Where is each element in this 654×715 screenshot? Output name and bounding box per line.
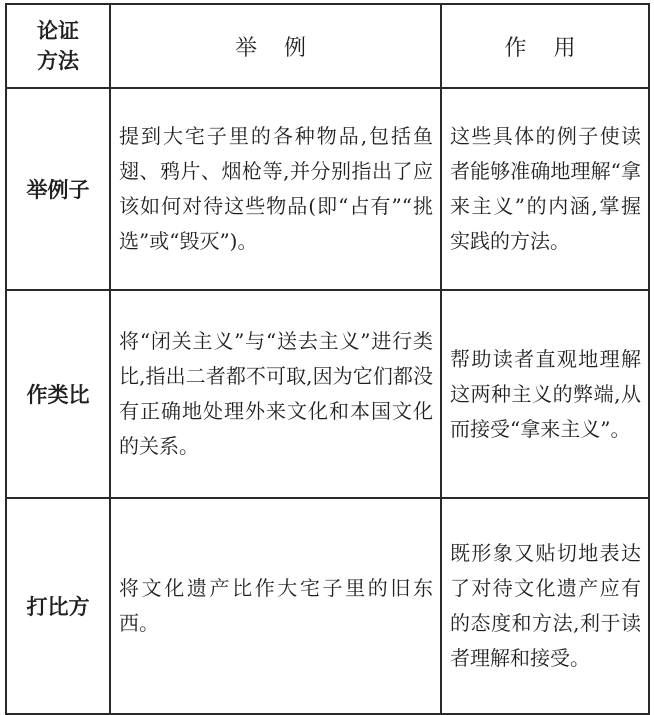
- argument-methods-table: [5, 3, 650, 715]
- table-header-row: [6, 4, 649, 88]
- effect-cell: 帮助读者直观地理解这两种主义的弊端,从而接受“拿来主义”。: [441, 290, 649, 498]
- example-cell: 将文化遗产比作大宅子里的旧东西。: [110, 498, 441, 714]
- effect-cell: 既形象又贴切地表达了对待文化遗产应有的态度和方法,利于读者理解和接受。: [441, 498, 649, 714]
- table-row: [6, 88, 649, 290]
- header-example: 举 例: [110, 4, 441, 88]
- table-row: [6, 498, 649, 714]
- example-cell: 将“闭关主义”与“送去主义”进行类比,指出二者都不可取,因为它们都没有正确地处理外来文化和本国文化的关系。: [110, 290, 441, 498]
- method-cell: 打比方: [6, 498, 110, 714]
- header-effect: 作 用: [441, 4, 649, 88]
- method-cell: 举例子: [6, 88, 110, 290]
- effect-cell: 这些具体的例子使读者能够准确地理解“拿来主义”的内涵,掌握实践的方法。: [441, 88, 649, 290]
- table-row: [6, 290, 649, 498]
- header-method: 论证 方法: [6, 4, 110, 88]
- method-cell: 作类比: [6, 290, 110, 498]
- example-cell: 提到大宅子里的各种物品,包括鱼翅、鸦片、烟枪等,并分别指出了应该如何对待这些物品(即“占有”“挑选”或“毁灭”)。: [110, 88, 441, 290]
